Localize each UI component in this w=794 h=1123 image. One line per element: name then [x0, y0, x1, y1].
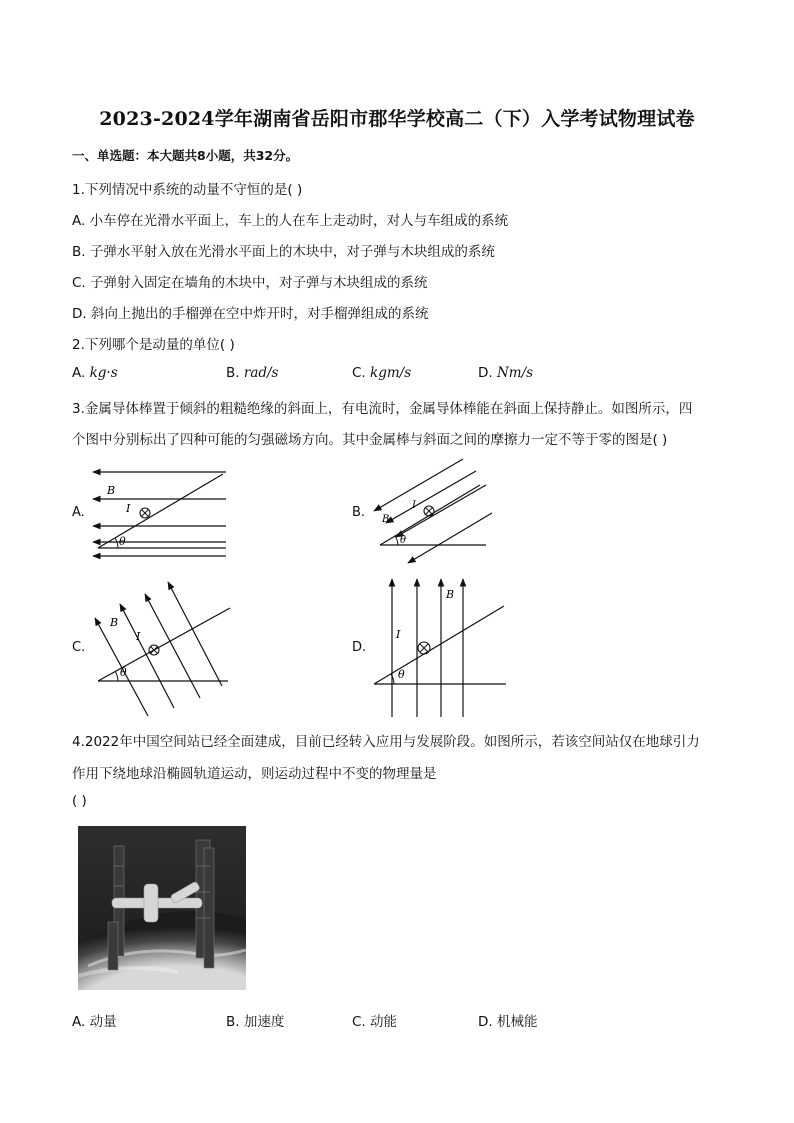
q3-c-theta-symbol: θ [120, 666, 127, 679]
q4-option-d: D. 机械能 [478, 1014, 538, 1030]
q4-option-c: C. 动能 [352, 1014, 398, 1030]
q3-label-a: A. [72, 505, 85, 520]
q3-d-i-symbol: I [396, 628, 401, 641]
q1-option-a: A. 小车停在光滑水平面上，车上的人在车上走动时，对人与车组成的系统 [72, 213, 509, 229]
q3-c-b-symbol: B [110, 616, 119, 629]
q3-d-b-symbol: B [446, 588, 455, 601]
q3-b-theta-symbol: θ [400, 535, 407, 546]
q3-diagram-c [90, 578, 235, 720]
space-station-photo [78, 826, 246, 990]
q3-a-i-symbol: I [126, 502, 131, 515]
q4-stem-line1: 4.2022年中国空间站已经全面建成，目前已经转入应用与发展阶段。如图所示，若该空间站仅在地球引力 [72, 734, 700, 750]
q3-b-i-symbol: I [412, 500, 416, 511]
q4-stem-line2: 作用下绕地球沿椭圆轨道运动，则运动过程中不变的物理量是 [72, 766, 437, 782]
q3-c-i-symbol: I [136, 630, 141, 643]
q3-diagram-b [368, 455, 498, 570]
q3-stem-line2: 个图中分别标出了四种可能的匀强磁场方向。其中金属棒与斜面之间的摩擦力一定不等于零的图是( ) [72, 432, 668, 448]
q3-b-b-symbol: B [382, 514, 390, 525]
q4-option-b: B. 加速度 [226, 1014, 285, 1030]
q1-option-c: C. 子弹射入固定在墙角的木块中，对子弹与木块组成的系统 [72, 275, 428, 291]
q3-diagram-a [88, 462, 233, 567]
q2-option-b: B. rad/s [226, 365, 279, 381]
q3-label-b: B. [352, 505, 366, 520]
q1-stem: 1.下列情况中系统的动量不守恒的是( ) [72, 182, 303, 198]
q3-a-theta-symbol: θ [119, 535, 126, 548]
q3-diagram-d [370, 574, 510, 720]
q3-a-b-symbol: B [107, 484, 116, 497]
page-title: 2023-2024学年湖南省岳阳市郡华学校高二（下）入学考试物理试卷 [99, 108, 695, 130]
q3-d-theta-symbol: θ [398, 668, 405, 681]
q2-option-d: D. Nm/s [478, 365, 534, 381]
q3-stem-line1: 3.金属导体棒置于倾斜的粗糙绝缘的斜面上，有电流时，金属导体棒能在斜面上保持静止。如图所示，四 [72, 401, 693, 417]
q1-option-b: B. 子弹水平射入放在光滑水平面上的木块中，对子弹与木块组成的系统 [72, 244, 495, 260]
q4-option-a: A. 动量 [72, 1014, 117, 1030]
q3-label-c: C. [72, 640, 86, 655]
q4-answer-blank: ( ) [72, 793, 87, 809]
q1-option-d: D. 斜向上抛出的手榴弹在空中炸开时，对手榴弹组成的系统 [72, 306, 429, 322]
section-heading: 一、单选题：本大题共8小题，共32分。 [72, 148, 299, 163]
q2-option-a: A. kg·s [72, 365, 118, 381]
q3-label-d: D. [352, 640, 367, 655]
q2-option-c: C. kgm/s [352, 365, 412, 381]
q2-stem: 2.下列哪个是动量的单位( ) [72, 337, 235, 353]
